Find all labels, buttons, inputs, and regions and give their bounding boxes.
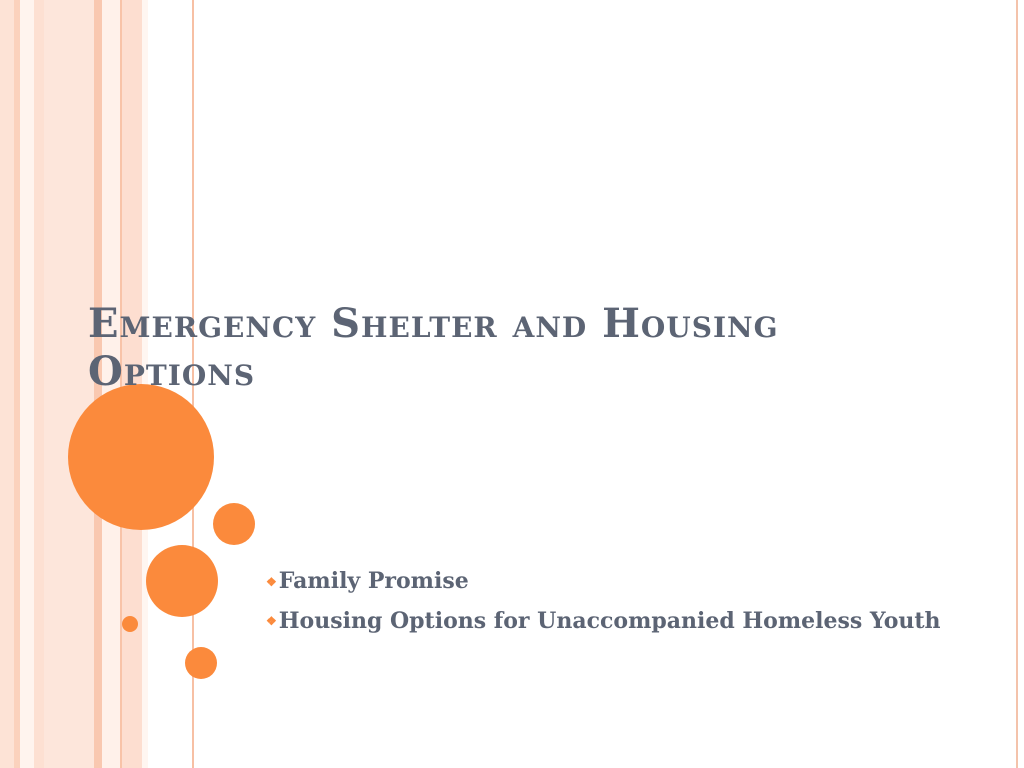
bullet-list: [266, 566, 946, 645]
decor-stripe: [34, 0, 44, 768]
bullet-item: [266, 606, 946, 638]
bullet-text: Family Promise: [278, 568, 469, 594]
decor-circle-large: [68, 384, 214, 530]
decor-circle-lower: [185, 647, 217, 679]
diamond-bullet-icon: ❖: [266, 614, 277, 628]
bullet-text: Housing Options for Unaccompanied Homeless Youth: [278, 607, 941, 634]
decor-circle-medium: [146, 545, 218, 617]
decor-circle-tiny: [122, 616, 138, 632]
decor-stripe: [44, 0, 94, 768]
diamond-bullet-icon: ❖: [266, 574, 277, 589]
decor-circle-small: [213, 503, 255, 545]
decor-right-rule: [1016, 0, 1018, 768]
slide-title: Emergency Shelter and Housing Options: [88, 300, 779, 395]
decor-stripe: [20, 0, 34, 768]
decor-stripe: [0, 0, 14, 768]
bullet-item: [266, 566, 946, 598]
